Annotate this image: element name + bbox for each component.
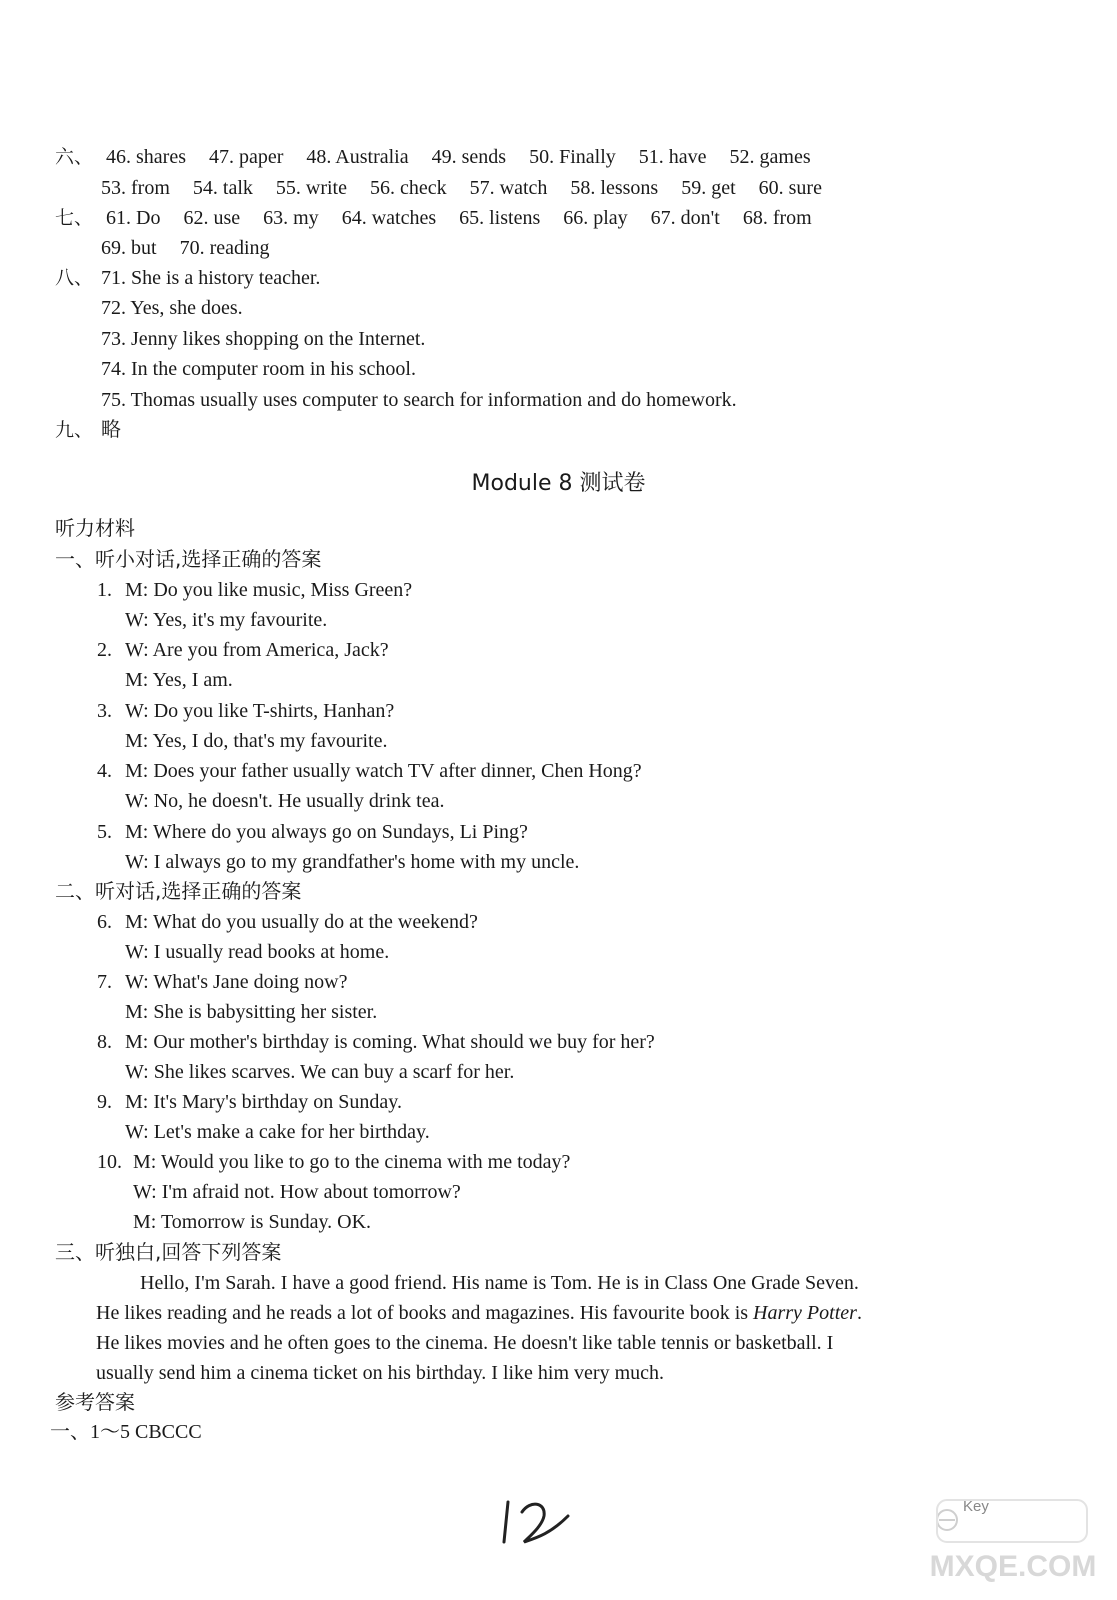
handwritten-page-number [490, 1490, 580, 1550]
dialogue-line: M: She is babysitting her sister. [125, 1001, 378, 1023]
answer-item: 46. shares [106, 146, 186, 168]
module-title: Module 8 测试卷 [471, 471, 646, 496]
section-nine-label: 九、 [55, 419, 94, 441]
answer-item: 55. write [275, 177, 347, 199]
answer-item: 53. from [101, 177, 170, 199]
dialogue-line: W: Yes, it's my favourite. [125, 609, 328, 631]
dialogue-line: W: Do you like T-shirts, Hanhan? [125, 700, 395, 722]
key-heading: 参考答案 [55, 1390, 135, 1414]
dialogue-num: 1. [97, 579, 112, 601]
dialogue-line: M: Yes, I do, that's my favourite. [125, 730, 388, 752]
section-nine [55, 415, 121, 444]
answer-sentence: 72. Yes, she does. [101, 297, 243, 319]
answer-row [101, 207, 812, 229]
answer-row [101, 146, 811, 168]
dialogue-line: M: Do you like music, Miss Green? [125, 579, 413, 601]
dialogue-num: 3. [97, 700, 112, 722]
dialogue-line: M: Where do you always go on Sundays, Li Ping? [125, 821, 528, 843]
dialogue-line: W: She likes scarves. We can buy a scarf for her. [125, 1061, 515, 1083]
answer-sentence: 74. In the computer room in his school. [101, 358, 416, 380]
answer-sentence: 73. Jenny likes shopping on the Internet. [101, 328, 426, 350]
monologue-text: He likes reading and he reads a lot of books and magazines. His favourite book is [96, 1302, 754, 1324]
dialogue-line: W: I always go to my grandfather's home with my uncle. [125, 851, 580, 873]
section-six-row2 [101, 174, 822, 202]
answer-item: 57. watch [469, 177, 548, 199]
watermark-key-text: Key [963, 1498, 989, 1515]
answer-item: 59. get [681, 177, 736, 199]
answer-item: 49. sends [431, 146, 507, 168]
answer-item: 70. reading [179, 237, 270, 259]
answer-item: 67. don't [650, 207, 720, 229]
section-seven-label: 七、 [55, 207, 94, 229]
answer-sentence: 71. She is a history teacher. [101, 267, 321, 289]
part2-heading: 二、听对话,选择正确的答案 [55, 879, 302, 903]
answer-item: 48. Australia [306, 146, 409, 168]
dialogue-line: W: No, he doesn't. He usually drink tea. [125, 790, 445, 812]
section-seven-row2 [101, 234, 270, 262]
dialogue-line: M: It's Mary's birthday on Sunday. [125, 1091, 403, 1113]
key-line-1: 一、1～5 CBCCC [50, 1421, 202, 1443]
answer-item: 54. talk [192, 177, 253, 199]
answer-item: 58. lessons [570, 177, 659, 199]
dialogue-num: 7. [97, 971, 112, 993]
dialogue-line: M: Our mother's birthday is coming. What should we buy for her? [125, 1031, 655, 1053]
watermark-site-text: MXQE.COM [929, 1550, 1097, 1583]
answer-item: 63. my [263, 207, 319, 229]
section-seven-row1 [55, 204, 812, 232]
dialogue-line: M: Would you like to go to the cinema with me today? [133, 1151, 571, 1173]
monologue-text: . [856, 1302, 862, 1324]
monologue-line [96, 1298, 966, 1328]
answer-item: 50. Finally [529, 146, 616, 168]
section-eight-label: 八、 [55, 267, 94, 289]
section-eight-item-71 [55, 264, 320, 292]
book-title: Harry Potter [753, 1302, 857, 1324]
dialogue-line: M: Tomorrow is Sunday. OK. [133, 1211, 372, 1233]
monologue-line: He likes movies and he often goes to the cinema. He doesn't like table tennis or basketball. I [96, 1332, 834, 1354]
dialogue-line: M: Does your father usually watch TV after dinner, Chen Hong? [125, 760, 642, 782]
answer-item: 66. play [563, 207, 628, 229]
dialogue-num: 9. [97, 1091, 112, 1113]
answer-item: 64. watches [341, 207, 437, 229]
answer-item: 68. from [742, 207, 812, 229]
answer-item: 51. have [638, 146, 707, 168]
monologue-paragraph [96, 1268, 966, 1388]
monologue-line: usually send him a cinema ticket on his birthday. I like him very much. [96, 1362, 665, 1384]
section-six-row1 [55, 143, 811, 171]
section-nine-text: 略 [101, 417, 121, 441]
answer-sentence: 75. Thomas usually uses computer to search for information and do homework. [101, 389, 737, 411]
dialogue-num: 8. [97, 1031, 112, 1053]
dialogue-num: 10. [97, 1151, 122, 1173]
answer-item: 69. but [101, 237, 157, 259]
answer-item: 61. Do [106, 207, 161, 229]
dialogue-line: W: I usually read books at home. [125, 941, 390, 963]
section-six-label: 六、 [55, 146, 94, 168]
answer-item: 56. check [369, 177, 447, 199]
dialogue-line: M: Yes, I am. [125, 669, 233, 691]
dialogue-num: 2. [97, 639, 112, 661]
dialogue-num: 6. [97, 911, 112, 933]
answer-item: 47. paper [208, 146, 284, 168]
dialogue-line: M: What do you usually do at the weekend? [125, 911, 478, 933]
dialogue-line: W: Are you from America, Jack? [125, 639, 389, 661]
monologue-line: Hello, I'm Sarah. I have a good friend. His name is Tom. He is in Class One Grade Seven. [140, 1272, 859, 1294]
answer-item: 52. games [729, 146, 811, 168]
site-watermark-logo [925, 1490, 1100, 1585]
dialogue-line: W: I'm afraid not. How about tomorrow? [133, 1181, 461, 1203]
part3-heading: 三、听独白,回答下列答案 [55, 1240, 282, 1264]
listening-heading: 听力材料 [55, 516, 135, 540]
part1-heading: 一、听小对话,选择正确的答案 [55, 547, 322, 571]
dialogue-line: W: Let's make a cake for her birthday. [125, 1121, 430, 1143]
dialogue-num: 5. [97, 821, 112, 843]
dialogue-line: W: What's Jane doing now? [125, 971, 348, 993]
answer-item: 65. listens [459, 207, 541, 229]
answer-item: 60. sure [758, 177, 822, 199]
answer-item: 62. use [183, 207, 241, 229]
dialogue-num: 4. [97, 760, 112, 782]
